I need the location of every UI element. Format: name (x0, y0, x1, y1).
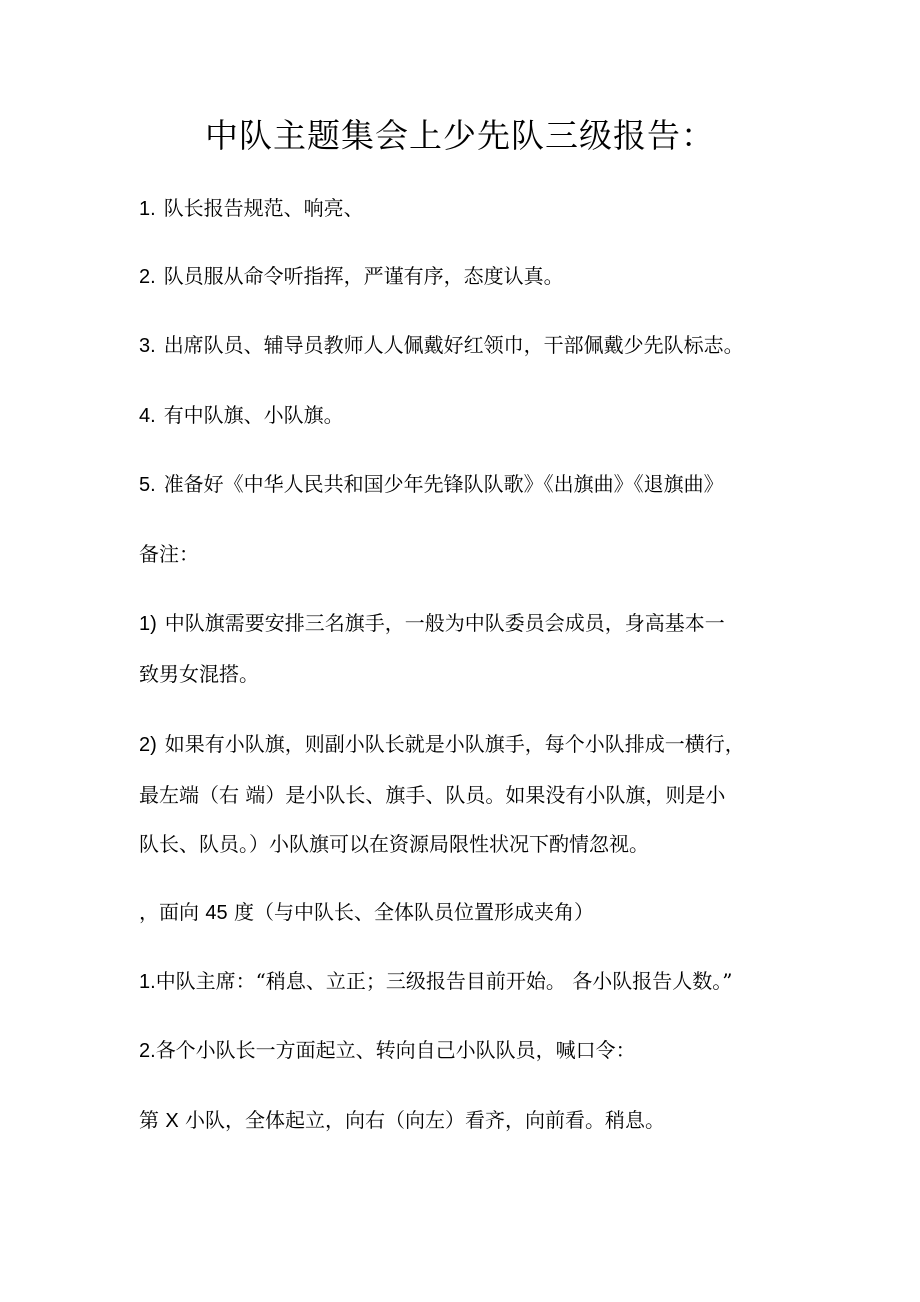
step-number: 1. (139, 971, 156, 993)
note-number: 1) (139, 613, 157, 635)
requirement-item-3 (139, 319, 799, 371)
item-number: 2. (139, 266, 156, 288)
item-text: 队长报告规范、响亮、 (163, 196, 364, 220)
note-item-1-line-2: 致男女混搭。 (139, 662, 259, 686)
note-item-2-line-2: 最左端（右 端）是小队长、旗手、队员。如果没有小队旗，则是小 (139, 783, 726, 807)
step-item-1 (139, 955, 799, 1007)
command-line (139, 1094, 799, 1146)
item-text: 出席队员、辅导员教师人人佩戴好红领巾，干部佩戴少先队标志。 (163, 333, 744, 357)
facing-suffix: 度（与中队长、全体队员位置形成夹角） (227, 900, 594, 924)
facing-angle-number: 45 (205, 902, 228, 924)
requirement-item-2 (139, 250, 799, 302)
step-text: 中队主席：“稍息、立正；三级报告目前开始。 各小队报告人数。” (155, 969, 733, 993)
item-text: 准备好《中华人民共和国少年先锋队队歌》《出旗曲》《退旗曲》 (163, 472, 724, 496)
item-number: 5. (139, 474, 156, 496)
document-title: 中队主题集会上少先队三级报告： (205, 116, 715, 155)
requirement-item-4 (139, 389, 799, 441)
notes-heading: 备注： (139, 542, 199, 566)
note-item-2-line-3: 队长、队员。）小队旗可以在资源局限性状况下酌情忽视。 (139, 832, 649, 856)
step-item-2 (139, 1024, 799, 1076)
facing-prefix: ，面向 (139, 900, 206, 924)
note-text: 如果有小队旗，则副小队长就是小队旗手，每个小队排成一横行， (164, 732, 745, 756)
requirement-item-5 (139, 458, 799, 510)
note-text: 中队旗需要安排三名旗手，一般为中队委员会成员，身高基本一 (164, 611, 725, 635)
command-suffix: 小队，全体起立，向右（向左）看齐，向前看。稍息。 (178, 1108, 666, 1132)
facing-angle-line (139, 886, 799, 938)
note-item-1-line-1 (139, 597, 799, 649)
note-item-2-line-1 (139, 718, 799, 770)
note-number: 2) (139, 734, 157, 756)
item-text: 有中队旗、小队旗。 (163, 403, 344, 427)
step-number: 2. (139, 1040, 156, 1062)
item-number: 4. (139, 405, 156, 427)
command-letter: X (165, 1110, 179, 1132)
item-number: 1. (139, 198, 156, 220)
item-number: 3. (139, 335, 156, 357)
step-text: 各个小队长一方面起立、转向自己小队队员，喊口令： (155, 1038, 636, 1062)
command-prefix: 第 (139, 1108, 166, 1132)
requirement-item-1 (139, 182, 799, 234)
item-text: 队员服从命令听指挥，严谨有序，态度认真。 (163, 264, 564, 288)
